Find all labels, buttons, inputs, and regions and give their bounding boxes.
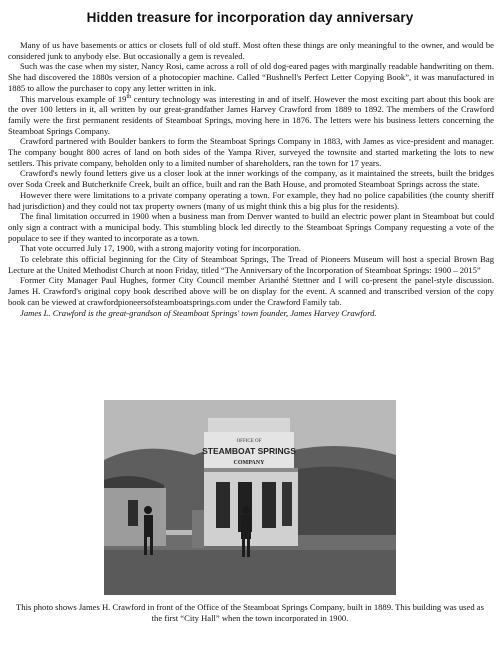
paragraph-3-rest: century technology was interesting in and of itself. However the most exciting part about this book are the over 100 letters in it, all written by our great-grandfather James Harvey Crawford from 1889 to 1892. The members of the Crawford family were the first permanent residents of Steamboat Springs, moving here in 1876. The letters were his business letters concerning the Steamboat Springs Company. — [8, 93, 495, 136]
author-byline: James L. Crawford is the great-grandson of Steamboat Springs' town founder, James Harvey Crawford. — [20, 307, 377, 318]
superscript-th: th — [126, 93, 132, 100]
paragraph-1: Many of us have basements or attics or closets full of old stuff. Most often these things are only meaningful to the owner, and would be considered junk to anybody else. But occasionally a gem is revealed. — [8, 40, 494, 61]
article-title: Hidden treasure for incorporation day anniversary — [86, 10, 414, 25]
photo-caption: This photo shows James H. Crawford in front of the Office of the Steamboat Springs Company, built in 1889. This building was used as the first “City Hall” when the town incorporated in 1900. — [16, 602, 484, 623]
paragraph-3 — [8, 94, 494, 137]
sign-line-1: OFFICE OF — [236, 439, 262, 444]
paragraph-3-start: This marvelous example of 19 — [20, 93, 127, 104]
paragraph-5: Crawford's newly found letters give us a closer look at the inner workings of the company, as it maintained the streets, built the bridges over Soda Creek and Butcherknife Creek, built an office, built and ran the Bath House, and promoted Steamboat Springs across the state. — [8, 168, 494, 190]
article-body — [8, 40, 494, 318]
paragraph-9: To celebrate this official beginning for the City of Steamboat Springs, The Tread of Pioneers Museum will host a special Brown Bag Lecture at the United Methodist Church at noon Friday, titled “The Anniversary of the Incorporation of Steamboat Springs: 1900 – 2015” — [8, 254, 494, 275]
sign-line-3: COMPANY — [233, 460, 265, 466]
historic-photo — [104, 400, 396, 595]
paragraph-8: That vote occurred July 17, 1900, with a strong majority voting for incorporation. — [20, 243, 301, 254]
paragraph-7: The final limitation occurred in 1900 when a business man from Denver wanted to build an electric power plant in Steamboat but could only sign a contract with a municipal body. This stumbling block led directly to the Steamboat Springs Company requesting a vote of the populace to see if they wanted to incorporate as a town. — [8, 211, 494, 243]
paragraph-2: Such was the case when my sister, Nancy Rosi, came across a roll of old dog-eared pages with marginally readable handwriting on them. She had discovered the 1880s version of a photocopier machine. Called “Bushnell's Perfect Letter Copying Book”, it was manufactured in 1885 to allow the purchaser to copy any letter written in ink. — [8, 61, 494, 93]
sign-line-2: STEAMBOAT SPRINGS — [202, 446, 296, 456]
paragraph-6: However there were limitations to a private company operating a town. For example, they had no police capabilities (the county sheriff had jurisdiction) and they could not tax property owners (many of us might think this a big plus for the residents). — [8, 189, 494, 211]
photo-illustration — [104, 400, 396, 595]
paragraph-4: Crawford partnered with Boulder bankers to form the Steamboat Springs Company in 1883, with James as vice-president and manager. The company bought 800 acres of land on both sides of the Yampa River, surveyed the townsite and started marketing the lots to new settlers. This private company, beholden only to a limited number of shareholders, ran the town for 17 years. — [8, 136, 494, 168]
paragraph-10: Former City Manager Paul Hughes, former City Council member Arianthé Stettner and I will co-present the panel-style discussion. James H. Crawford's original copy book described above will be on display for the event. A scanned and transcribed version of the copy book can be viewed at crawfordpioneersofsteamboatsprings.com under the Crawford Family tab. — [8, 275, 494, 307]
